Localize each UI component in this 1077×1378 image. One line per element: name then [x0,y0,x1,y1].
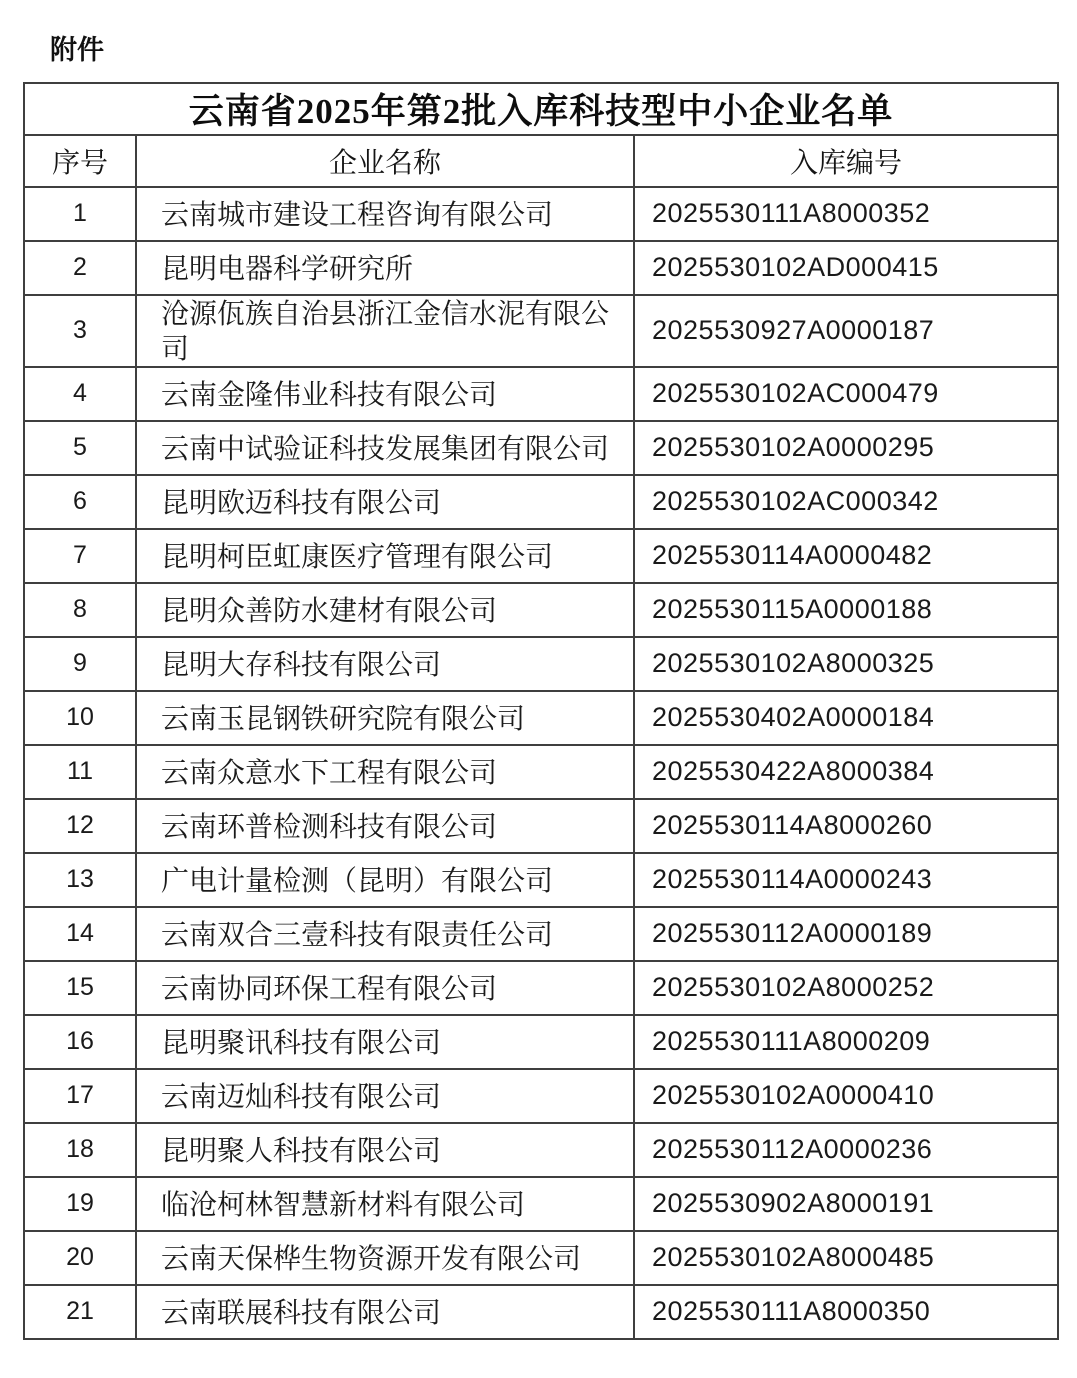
table-row [24,799,1058,853]
registration-code-cell: 2025530102AC000342 [634,475,1058,529]
company-name-cell: 昆明大存科技有限公司 [136,637,634,691]
table-row [24,367,1058,421]
company-name-cell: 昆明电器科学研究所 [136,241,634,295]
attachment-label: 附件 [50,35,104,65]
registration-code-cell: 2025530112A0000236 [634,1123,1058,1177]
registration-code-cell: 2025530927A0000187 [634,295,1058,367]
table-row [24,637,1058,691]
table-row [24,961,1058,1015]
registration-code-cell: 2025530902A8000191 [634,1177,1058,1231]
table-header-row [24,135,1058,187]
serial-number-cell: 13 [24,853,136,907]
registration-code-cell: 2025530102AC000479 [634,367,1058,421]
company-name-cell: 云南双合三壹科技有限责任公司 [136,907,634,961]
serial-number-cell: 6 [24,475,136,529]
company-name-cell: 云南迈灿科技有限公司 [136,1069,634,1123]
registration-code-cell: 2025530102AD000415 [634,241,1058,295]
serial-number-cell: 3 [24,295,136,367]
table-row [24,187,1058,241]
company-name-cell: 云南协同环保工程有限公司 [136,961,634,1015]
serial-number-cell: 16 [24,1015,136,1069]
serial-number-cell: 15 [24,961,136,1015]
table-row [24,583,1058,637]
serial-number-cell: 4 [24,367,136,421]
company-name-cell: 昆明欧迈科技有限公司 [136,475,634,529]
serial-number-cell: 20 [24,1231,136,1285]
serial-number-cell: 12 [24,799,136,853]
company-name-cell: 临沧柯林智慧新材料有限公司 [136,1177,634,1231]
company-name-cell: 云南玉昆钢铁研究院有限公司 [136,691,634,745]
serial-number-cell: 21 [24,1285,136,1339]
column-header-company-name: 企业名称 [136,135,634,187]
company-name-cell: 昆明柯臣虹康医疗管理有限公司 [136,529,634,583]
registration-code-cell: 2025530115A0000188 [634,583,1058,637]
serial-number-cell: 17 [24,1069,136,1123]
serial-number-cell: 2 [24,241,136,295]
registration-code-cell: 2025530102A8000485 [634,1231,1058,1285]
registration-code-cell: 2025530422A8000384 [634,745,1058,799]
registration-code-cell: 2025530114A0000243 [634,853,1058,907]
registration-code-cell: 2025530402A0000184 [634,691,1058,745]
table-row [24,907,1058,961]
company-name-cell: 云南中试验证科技发展集团有限公司 [136,421,634,475]
registration-code-cell: 2025530111A8000350 [634,1285,1058,1339]
table-row [24,1177,1058,1231]
company-name-cell: 云南天保桦生物资源开发有限公司 [136,1231,634,1285]
table-row [24,691,1058,745]
table-title-row [24,83,1058,135]
column-header-serial: 序号 [24,135,136,187]
serial-number-cell: 9 [24,637,136,691]
company-name-cell: 昆明聚讯科技有限公司 [136,1015,634,1069]
table-body [24,187,1058,1339]
table-row [24,529,1058,583]
company-name-cell: 沧源佤族自治县浙江金信水泥有限公司 [136,295,634,367]
serial-number-cell: 19 [24,1177,136,1231]
table-row [24,1231,1058,1285]
company-name-cell: 昆明聚人科技有限公司 [136,1123,634,1177]
serial-number-cell: 5 [24,421,136,475]
serial-number-cell: 8 [24,583,136,637]
registration-code-cell: 2025530102A0000295 [634,421,1058,475]
registration-code-cell: 2025530102A0000410 [634,1069,1058,1123]
registration-code-cell: 2025530112A0000189 [634,907,1058,961]
serial-number-cell: 7 [24,529,136,583]
registration-code-cell: 2025530102A8000252 [634,961,1058,1015]
registration-code-cell: 2025530102A8000325 [634,637,1058,691]
table-row [24,1015,1058,1069]
serial-number-cell: 18 [24,1123,136,1177]
table-row [24,1285,1058,1339]
table-row [24,745,1058,799]
serial-number-cell: 11 [24,745,136,799]
table-row [24,1123,1058,1177]
table-row [24,853,1058,907]
registration-code-cell: 2025530114A8000260 [634,799,1058,853]
company-name-cell: 云南联展科技有限公司 [136,1285,634,1339]
registration-code-cell: 2025530114A0000482 [634,529,1058,583]
table-row [24,1069,1058,1123]
serial-number-cell: 1 [24,187,136,241]
company-name-cell: 昆明众善防水建材有限公司 [136,583,634,637]
company-name-cell: 云南金隆伟业科技有限公司 [136,367,634,421]
company-name-cell: 云南众意水下工程有限公司 [136,745,634,799]
table-row [24,475,1058,529]
table-title: 云南省2025年第2批入库科技型中小企业名单 [24,83,1058,135]
registration-code-cell: 2025530111A8000352 [634,187,1058,241]
table-row [24,295,1058,367]
serial-number-cell: 10 [24,691,136,745]
company-list-table [23,82,1059,1340]
company-name-cell: 云南环普检测科技有限公司 [136,799,634,853]
serial-number-cell: 14 [24,907,136,961]
table-row [24,421,1058,475]
column-header-registration-code: 入库编号 [634,135,1058,187]
company-name-cell: 云南城市建设工程咨询有限公司 [136,187,634,241]
company-name-cell: 广电计量检测（昆明）有限公司 [136,853,634,907]
table-row [24,241,1058,295]
registration-code-cell: 2025530111A8000209 [634,1015,1058,1069]
